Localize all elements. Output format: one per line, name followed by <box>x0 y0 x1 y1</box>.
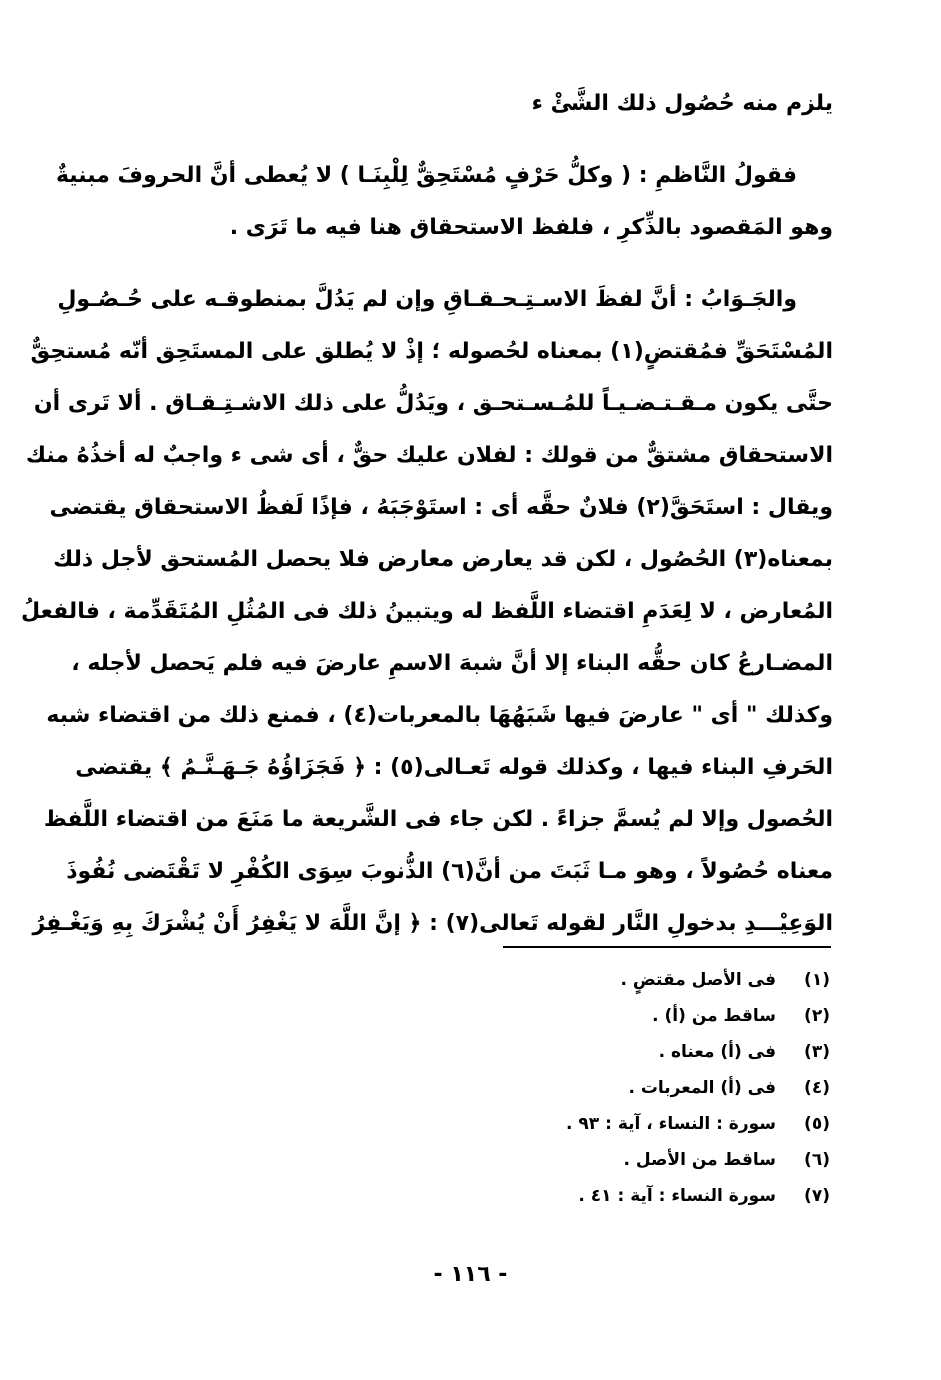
text-line-13: الحَرفِ البناء فيها ، وكذلك قوله تَعـالى(٥) : ﴿ فَجَزَاؤُهُ جَـهَـنَّـمُ ﴾ يقتضى <box>75 755 833 780</box>
page-number: - ١١٦ - <box>433 1262 508 1287</box>
text-line-6: حتَّى يكون مـقـتـضـيـاً للمُـسـتحـق ، ويَدُلُّ على ذلك الاشـتِـقـاق . ألا تَرى أن <box>33 391 833 416</box>
footnote-3 <box>400 1034 830 1070</box>
text-line-10: المُعارض ، لا لِعَدَمِ اقتضاء اللَّفظ له ويتبينُ ذلك فى المُثُلِ المُتَقَدِّمة ، فالفعلُ <box>21 599 833 624</box>
footnote-1 <box>400 962 830 998</box>
footnote-number: (٧) <box>804 1186 830 1206</box>
footnote-number: (٢) <box>804 1006 830 1026</box>
text-line-8: ويقال : استَحَقَّ(٢) فلانٌ حقَّه أى : استَوْجَبَهُ ، فإذًا لَفظُ الاستحقاق يقتضى <box>49 495 833 520</box>
footnote-number: (٦) <box>804 1150 830 1170</box>
footnote-2 <box>400 998 830 1034</box>
footnote-text: فى الأصل مقتضٍ . <box>620 970 776 990</box>
footnote-text: ساقط من (أ) . <box>652 1006 776 1026</box>
footnote-text: سورة النساء : آية : ٤١ . <box>578 1186 776 1206</box>
footnote-5 <box>400 1106 830 1142</box>
footnote-text: فى (أ) معناه . <box>658 1042 776 1062</box>
footnote-text: سورة : النساء ، آية : ٩٣ . <box>566 1114 776 1134</box>
text-line-14: الحُصول وإلا لم يُسمَّ جزاءً . لكن جاء فى الشَّريعة ما مَنَعَ من اقتضاء اللَّفظ <box>43 807 833 832</box>
text-line-12: وكذلك " أى " عارضَ فيها شَبَهُهَا بالمعربات(٤) ، فمنع ذلك من اقتضاء شبه <box>46 703 833 728</box>
footnote-divider <box>503 946 831 948</box>
footnote-number: (٤) <box>804 1078 830 1098</box>
footnote-number: (٥) <box>804 1114 830 1134</box>
text-line-2: فقولُ النَّاظمِ : ( وكلُّ حَرْفٍ مُسْتَحِقٌّ لِلْبِنَـا ) لا يُعطى أنَّ الحروفَ مبنيةٌ <box>55 163 797 188</box>
text-line-9: بمعناه(٣) الحُصُول ، لكن قد يعارض معارض فلا يحصل المُستحق لأجل ذلك <box>53 547 833 572</box>
text-line-5: المُسْتَحَقِّ فمُقتضٍ(١) بمعناه لحُصوله ؛ إذْ لا يُطلق على المستَحِق أنّه مُستحِقٌّ <box>30 339 833 364</box>
main-text <box>21 78 833 950</box>
footnote-number: (١) <box>804 970 830 990</box>
text-line-15: معناه حُصُولاً ، وهو مـا ثَبَتَ من أنَّ(٦) الذُّنوبَ سِوَى الكُفْرِ لا تَقْتَضى نُفُوذَ <box>66 859 833 884</box>
paragraph-gap <box>95 130 833 150</box>
text-line-1: يلزم منه حُصُول ذلك الشَّئْ ء <box>531 91 833 116</box>
footnote-text: فى (أ) المعربات . <box>628 1078 776 1098</box>
footnote-6 <box>400 1142 830 1178</box>
text-line-16: الوَعِيْـــدِ بدخولِ النَّار لقوله تَعالى(٧) : ﴿ إنَّ اللَّهَ لا يَغْفِرُ أَنْ يُشْرَكَ بِهِ وَيَغْـفِرُ <box>32 911 833 936</box>
footnote-4 <box>400 1070 830 1106</box>
footnotes <box>400 962 830 1214</box>
text-line-11: المضـارعُ كان حقُّه البناء إلا أنَّ شبهَ الاسمِ عارضَ فيه فلم يَحصل لأجله ، <box>71 651 833 676</box>
footnote-text: ساقط من الأصل . <box>623 1150 776 1170</box>
footnote-number: (٣) <box>804 1042 830 1062</box>
text-line-7: الاستحقاق مشتقٌّ من قولك : لفلان عليك حقٌّ ، أى شى ء واجبٌ له أخذُهُ منك <box>25 443 833 468</box>
text-line-4: والجَـوَابُ : أنَّ لفظَ الاسـتِـحـقـاقِ وإن لم يَدُلَّ بمنطوقـه على حُـصُـولِ <box>57 287 797 312</box>
text-line-3: وهو المَقصود بالذِّكرِ ، فلفظ الاستحقاق هنا فيه ما تَرَى . <box>229 215 833 240</box>
footnote-7 <box>400 1178 830 1214</box>
paragraph-gap <box>95 254 833 274</box>
